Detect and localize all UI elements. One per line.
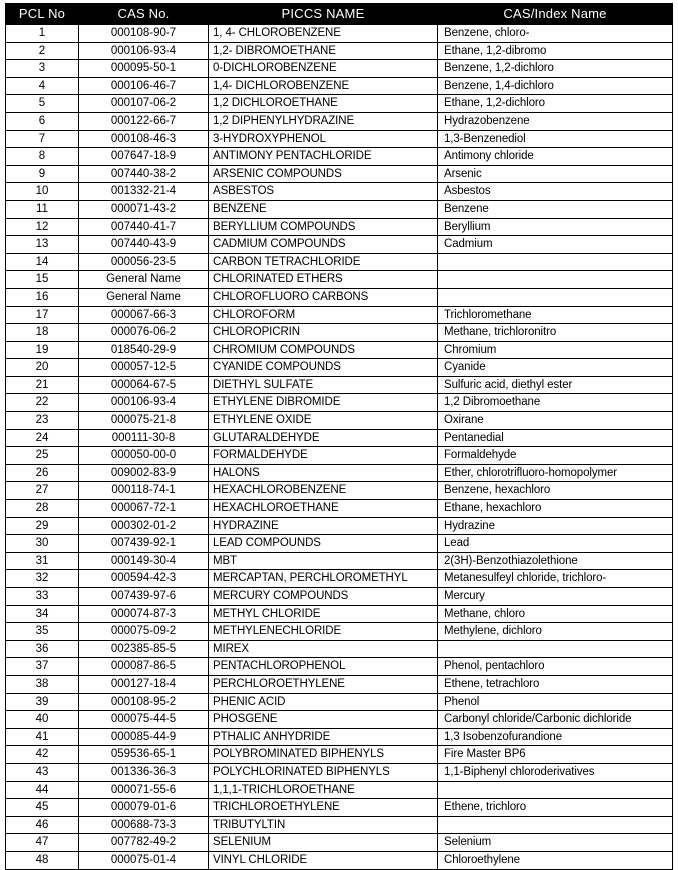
cell-pcl-no: 34 (6, 605, 79, 623)
cell-piccs-name: 1,1,1-TRICHLOROETHANE (209, 781, 438, 799)
table-row (6, 623, 673, 641)
table-row (6, 675, 673, 693)
cell-cas-no: 007647-18-9 (79, 148, 209, 166)
table-row (6, 359, 673, 377)
table-row (6, 324, 673, 342)
table-row (6, 799, 673, 817)
cell-cas-no: General Name (79, 271, 209, 289)
cell-piccs-name: CHLORINATED ETHERS (209, 271, 438, 289)
cell-cas-no: 000108-95-2 (79, 693, 209, 711)
cell-pcl-no: 7 (6, 130, 79, 148)
cell-piccs-name: MBT (209, 552, 438, 570)
cell-pcl-no: 14 (6, 253, 79, 271)
table-body (6, 25, 673, 870)
cell-cas-no: General Name (79, 288, 209, 306)
table-row (6, 746, 673, 764)
table-row (6, 376, 673, 394)
cell-pcl-no: 44 (6, 781, 79, 799)
table-row (6, 535, 673, 553)
cell-cas-no: 007782-49-2 (79, 834, 209, 852)
cell-cas-no: 000118-74-1 (79, 482, 209, 500)
cell-pcl-no: 29 (6, 517, 79, 535)
cell-piccs-name: ETHYLENE OXIDE (209, 412, 438, 430)
cell-cas-no: 000095-50-1 (79, 60, 209, 78)
cell-cas-index-name: Benzene, hexachloro (438, 482, 673, 500)
table-row (6, 341, 673, 359)
cell-cas-index-name: Sulfuric acid, diethyl ester (438, 376, 673, 394)
table-row (6, 306, 673, 324)
table-row (6, 517, 673, 535)
cell-cas-index-name (438, 781, 673, 799)
cell-piccs-name: SELENIUM (209, 834, 438, 852)
cell-pcl-no: 24 (6, 429, 79, 447)
cell-cas-index-name: 1,2 Dibromoethane (438, 394, 673, 412)
cell-pcl-no: 2 (6, 42, 79, 60)
cell-piccs-name: HYDRAZINE (209, 517, 438, 535)
cell-cas-index-name: Ethane, 1,2-dichloro (438, 95, 673, 113)
cell-piccs-name: BERYLLIUM COMPOUNDS (209, 218, 438, 236)
cell-cas-no: 000075-09-2 (79, 623, 209, 641)
table-row (6, 42, 673, 60)
cell-cas-index-name: Trichloromethane (438, 306, 673, 324)
cell-piccs-name: PTHALIC ANHYDRIDE (209, 728, 438, 746)
cell-pcl-no: 5 (6, 95, 79, 113)
cell-cas-no: 000071-55-6 (79, 781, 209, 799)
cell-cas-index-name (438, 288, 673, 306)
cell-piccs-name: HEXACHLOROBENZENE (209, 482, 438, 500)
table-row (6, 834, 673, 852)
cell-cas-no: 000075-21-8 (79, 412, 209, 430)
table-row (6, 25, 673, 43)
cell-cas-no: 000071-43-2 (79, 200, 209, 218)
cell-cas-no: 000594-42-3 (79, 570, 209, 588)
column-header-piccs-name: PICCS NAME (209, 4, 438, 25)
cell-pcl-no: 15 (6, 271, 79, 289)
table-row (6, 271, 673, 289)
cell-cas-index-name: Asbestos (438, 183, 673, 201)
cell-cas-index-name: Benzene (438, 200, 673, 218)
cell-cas-no: 000106-93-4 (79, 394, 209, 412)
cell-cas-index-name: Phenol (438, 693, 673, 711)
table-row (6, 763, 673, 781)
cell-cas-no: 000079-01-6 (79, 799, 209, 817)
cell-piccs-name: METHYLENECHLORIDE (209, 623, 438, 641)
cell-cas-no: 009002-83-9 (79, 464, 209, 482)
cell-cas-no: 000108-46-3 (79, 130, 209, 148)
table-row (6, 429, 673, 447)
cell-pcl-no: 42 (6, 746, 79, 764)
cell-pcl-no: 9 (6, 165, 79, 183)
cell-cas-index-name: Ethene, tetrachloro (438, 675, 673, 693)
cell-pcl-no: 10 (6, 183, 79, 201)
cell-cas-index-name: Methane, trichloronitro (438, 324, 673, 342)
cell-piccs-name: PHOSGENE (209, 711, 438, 729)
cell-piccs-name: 3-HYDROXYPHENOL (209, 130, 438, 148)
table-row (6, 236, 673, 254)
cell-cas-no: 000106-93-4 (79, 42, 209, 60)
cell-piccs-name: CHLOROPICRIN (209, 324, 438, 342)
cell-cas-index-name: 1,3-Benzenediol (438, 130, 673, 148)
table-row (6, 588, 673, 606)
cell-piccs-name: FORMALDEHYDE (209, 447, 438, 465)
cell-piccs-name: ANTIMONY PENTACHLORIDE (209, 148, 438, 166)
table-row (6, 95, 673, 113)
cell-cas-index-name: 1,3 Isobenzofurandione (438, 728, 673, 746)
cell-piccs-name: 1, 4- CHLOROBENZENE (209, 25, 438, 43)
table-row (6, 288, 673, 306)
table-row (6, 412, 673, 430)
cell-piccs-name: MERCURY COMPOUNDS (209, 588, 438, 606)
cell-piccs-name: VINYL CHLORIDE (209, 851, 438, 869)
cell-pcl-no: 12 (6, 218, 79, 236)
table-row (6, 253, 673, 271)
table-row (6, 658, 673, 676)
cell-cas-index-name: Chloroethylene (438, 851, 673, 869)
cell-piccs-name: MIREX (209, 640, 438, 658)
cell-cas-index-name: Ethene, trichloro (438, 799, 673, 817)
column-header-cas-index-name: CAS/Index Name (438, 4, 673, 25)
cell-cas-no: 000076-06-2 (79, 324, 209, 342)
cell-cas-index-name: Carbonyl chloride/Carbonic dichloride (438, 711, 673, 729)
header-row (6, 4, 673, 25)
cell-cas-index-name: Chromium (438, 341, 673, 359)
cell-piccs-name: MERCAPTAN, PERCHLOROMETHYL (209, 570, 438, 588)
cell-cas-index-name: Hydrazine (438, 517, 673, 535)
cell-cas-index-name: Pentanedial (438, 429, 673, 447)
cell-cas-no: 000074-87-3 (79, 605, 209, 623)
cell-piccs-name: 1,4- DICHLOROBENZENE (209, 77, 438, 95)
cell-piccs-name: POLYBROMINATED BIPHENYLS (209, 746, 438, 764)
cell-piccs-name: CYANIDE COMPOUNDS (209, 359, 438, 377)
cell-pcl-no: 39 (6, 693, 79, 711)
cell-cas-index-name: Cyanide (438, 359, 673, 377)
cell-piccs-name: CARBON TETRACHLORIDE (209, 253, 438, 271)
cell-cas-no: 007439-97-6 (79, 588, 209, 606)
cell-pcl-no: 3 (6, 60, 79, 78)
table-row (6, 77, 673, 95)
cell-cas-index-name: Benzene, 1,2-dichloro (438, 60, 673, 78)
table-row (6, 570, 673, 588)
table-row (6, 851, 673, 869)
cell-cas-no: 000087-86-5 (79, 658, 209, 676)
cell-pcl-no: 28 (6, 500, 79, 518)
cell-cas-no: 000075-01-4 (79, 851, 209, 869)
cell-cas-no: 000057-12-5 (79, 359, 209, 377)
cell-piccs-name: 1,2 DIPHENYLHYDRAZINE (209, 112, 438, 130)
cell-pcl-no: 13 (6, 236, 79, 254)
cell-cas-no: 000106-46-7 (79, 77, 209, 95)
cell-cas-no: 000122-66-7 (79, 112, 209, 130)
cell-pcl-no: 32 (6, 570, 79, 588)
cell-cas-index-name: Formaldehyde (438, 447, 673, 465)
cell-cas-no: 000067-66-3 (79, 306, 209, 324)
table-row (6, 640, 673, 658)
cell-cas-index-name: Methane, chloro (438, 605, 673, 623)
cell-piccs-name: ASBESTOS (209, 183, 438, 201)
cell-piccs-name: HEXACHLOROETHANE (209, 500, 438, 518)
cell-cas-no: 000085-44-9 (79, 728, 209, 746)
cell-pcl-no: 41 (6, 728, 79, 746)
cell-cas-no: 007439-92-1 (79, 535, 209, 553)
cell-piccs-name: CHLOROFORM (209, 306, 438, 324)
cell-piccs-name: CADMIUM COMPOUNDS (209, 236, 438, 254)
cell-cas-no: 059536-65-1 (79, 746, 209, 764)
table-row (6, 728, 673, 746)
cell-pcl-no: 48 (6, 851, 79, 869)
cell-cas-no: 007440-43-9 (79, 236, 209, 254)
cell-piccs-name: CHLOROFLUORO CARBONS (209, 288, 438, 306)
cell-pcl-no: 31 (6, 552, 79, 570)
cell-cas-no: 000688-73-3 (79, 816, 209, 834)
cell-cas-index-name: 1,1-Biphenyl chloroderivatives (438, 763, 673, 781)
cell-piccs-name: CHROMIUM COMPOUNDS (209, 341, 438, 359)
cell-cas-index-name: Antimony chloride (438, 148, 673, 166)
cell-piccs-name: POLYCHLORINATED BIPHENYLS (209, 763, 438, 781)
cell-cas-no: 001332-21-4 (79, 183, 209, 201)
cell-piccs-name: LEAD COMPOUNDS (209, 535, 438, 553)
cell-pcl-no: 38 (6, 675, 79, 693)
cell-cas-index-name: Ether, chlorotrifluoro-homopolymer (438, 464, 673, 482)
cell-pcl-no: 22 (6, 394, 79, 412)
cell-pcl-no: 1 (6, 25, 79, 43)
document-sheet (5, 3, 672, 870)
cell-cas-no: 000108-90-7 (79, 25, 209, 43)
table-row (6, 605, 673, 623)
table-row (6, 183, 673, 201)
cell-pcl-no: 26 (6, 464, 79, 482)
cell-cas-no: 000149-30-4 (79, 552, 209, 570)
cell-pcl-no: 37 (6, 658, 79, 676)
cell-cas-index-name (438, 253, 673, 271)
table-row (6, 552, 673, 570)
table-row (6, 112, 673, 130)
table-row (6, 816, 673, 834)
cell-pcl-no: 11 (6, 200, 79, 218)
cell-cas-index-name (438, 271, 673, 289)
cell-pcl-no: 35 (6, 623, 79, 641)
cell-cas-index-name: Beryllium (438, 218, 673, 236)
cell-cas-index-name: Fire Master BP6 (438, 746, 673, 764)
cell-cas-no: 000111-30-8 (79, 429, 209, 447)
cell-pcl-no: 19 (6, 341, 79, 359)
cell-cas-no: 018540-29-9 (79, 341, 209, 359)
cell-piccs-name: TRIBUTYLTIN (209, 816, 438, 834)
cell-piccs-name: 1,2 DICHLOROETHANE (209, 95, 438, 113)
cell-pcl-no: 21 (6, 376, 79, 394)
cell-pcl-no: 47 (6, 834, 79, 852)
cell-cas-index-name: Selenium (438, 834, 673, 852)
table-row (6, 60, 673, 78)
cell-cas-index-name: Arsenic (438, 165, 673, 183)
cell-pcl-no: 8 (6, 148, 79, 166)
cell-cas-index-name: Benzene, chloro- (438, 25, 673, 43)
cell-cas-index-name: Metanesulfeyl chloride, trichloro- (438, 570, 673, 588)
cell-piccs-name: DIETHYL SULFATE (209, 376, 438, 394)
cell-piccs-name: GLUTARALDEHYDE (209, 429, 438, 447)
column-header-cas-no: CAS No. (79, 4, 209, 25)
cell-pcl-no: 45 (6, 799, 79, 817)
cell-cas-index-name: Cadmium (438, 236, 673, 254)
cell-pcl-no: 17 (6, 306, 79, 324)
cell-pcl-no: 43 (6, 763, 79, 781)
cell-cas-index-name: Oxirane (438, 412, 673, 430)
cell-piccs-name: PHENIC ACID (209, 693, 438, 711)
column-header-pcl-no: PCL No (6, 4, 79, 25)
cell-cas-no: 000067-72-1 (79, 500, 209, 518)
cell-piccs-name: 1,2- DIBROMOETHANE (209, 42, 438, 60)
cell-cas-no: 000056-23-5 (79, 253, 209, 271)
cell-pcl-no: 40 (6, 711, 79, 729)
table-row (6, 218, 673, 236)
cell-pcl-no: 46 (6, 816, 79, 834)
table-row (6, 781, 673, 799)
cell-pcl-no: 18 (6, 324, 79, 342)
pcl-chemicals-table (5, 3, 673, 870)
cell-cas-index-name: Hydrazobenzene (438, 112, 673, 130)
table-row (6, 200, 673, 218)
cell-pcl-no: 6 (6, 112, 79, 130)
table-row (6, 711, 673, 729)
table-row (6, 148, 673, 166)
table-row (6, 394, 673, 412)
cell-pcl-no: 4 (6, 77, 79, 95)
cell-cas-index-name: Ethane, 1,2-dibromo (438, 42, 673, 60)
cell-piccs-name: PERCHLOROETHYLENE (209, 675, 438, 693)
cell-cas-index-name: Lead (438, 535, 673, 553)
cell-cas-index-name: Ethane, hexachloro (438, 500, 673, 518)
cell-pcl-no: 36 (6, 640, 79, 658)
cell-cas-index-name: Mercury (438, 588, 673, 606)
cell-cas-index-name: Benzene, 1,4-dichloro (438, 77, 673, 95)
cell-pcl-no: 23 (6, 412, 79, 430)
cell-pcl-no: 33 (6, 588, 79, 606)
cell-cas-no: 000075-44-5 (79, 711, 209, 729)
cell-cas-index-name: 2(3H)-Benzothiazolethione (438, 552, 673, 570)
table-row (6, 464, 673, 482)
cell-cas-no: 007440-41-7 (79, 218, 209, 236)
table-row (6, 447, 673, 465)
table-row (6, 130, 673, 148)
cell-piccs-name: METHYL CHLORIDE (209, 605, 438, 623)
cell-cas-no: 000064-67-5 (79, 376, 209, 394)
table-row (6, 693, 673, 711)
cell-piccs-name: ARSENIC COMPOUNDS (209, 165, 438, 183)
cell-pcl-no: 27 (6, 482, 79, 500)
table-row (6, 500, 673, 518)
cell-pcl-no: 30 (6, 535, 79, 553)
cell-cas-no: 000107-06-2 (79, 95, 209, 113)
cell-piccs-name: 0-DICHLOROBENZENE (209, 60, 438, 78)
cell-cas-no: 000302-01-2 (79, 517, 209, 535)
cell-cas-index-name: Phenol, pentachloro (438, 658, 673, 676)
cell-piccs-name: HALONS (209, 464, 438, 482)
cell-piccs-name: BENZENE (209, 200, 438, 218)
cell-cas-index-name (438, 640, 673, 658)
cell-pcl-no: 16 (6, 288, 79, 306)
cell-pcl-no: 20 (6, 359, 79, 377)
table-header (6, 4, 673, 25)
cell-cas-no: 002385-85-5 (79, 640, 209, 658)
cell-cas-index-name (438, 816, 673, 834)
table-row (6, 165, 673, 183)
cell-cas-no: 000050-00-0 (79, 447, 209, 465)
cell-cas-no: 000127-18-4 (79, 675, 209, 693)
cell-piccs-name: TRICHLOROETHYLENE (209, 799, 438, 817)
cell-cas-no: 001336-36-3 (79, 763, 209, 781)
cell-pcl-no: 25 (6, 447, 79, 465)
cell-piccs-name: PENTACHLOROPHENOL (209, 658, 438, 676)
table-row (6, 482, 673, 500)
cell-cas-index-name: Methylene, dichloro (438, 623, 673, 641)
cell-cas-no: 007440-38-2 (79, 165, 209, 183)
cell-piccs-name: ETHYLENE DIBROMIDE (209, 394, 438, 412)
